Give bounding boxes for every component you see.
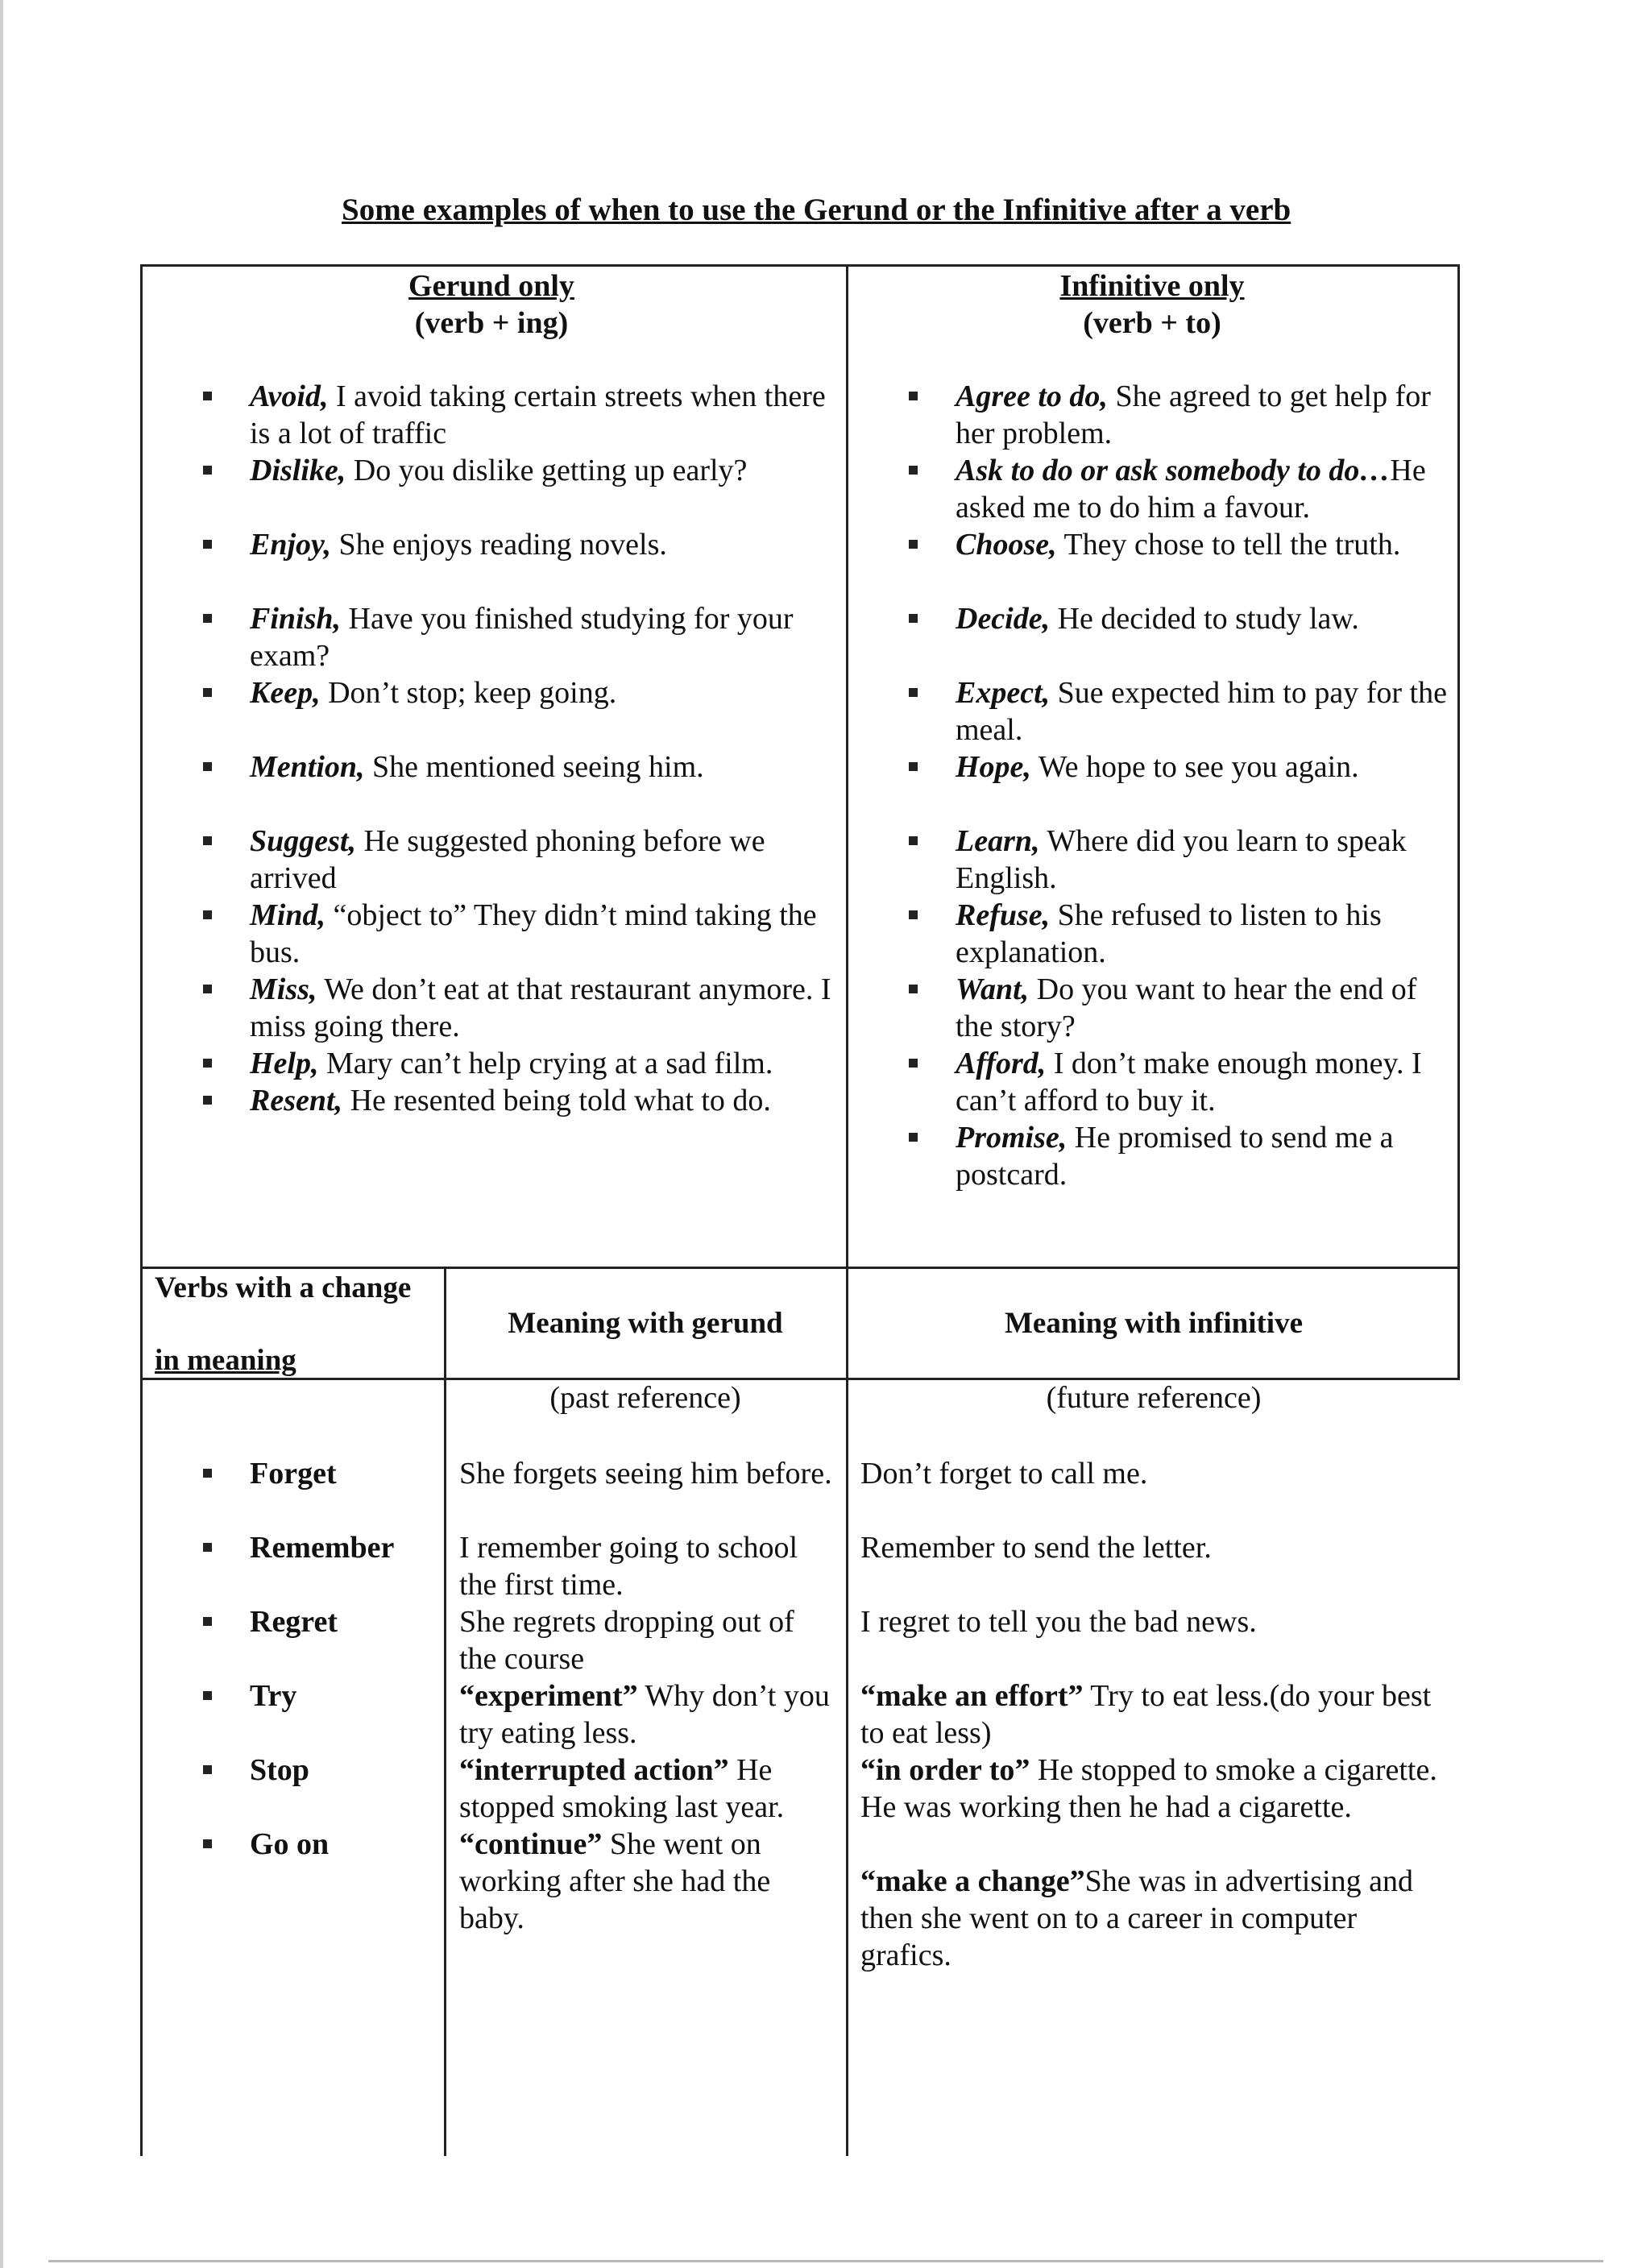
list-item: Dislike, Do you dislike getting up early? [203,452,840,489]
list-item: Ask to do or ask somebody to do…He asked me to do him a favour. [909,452,1453,526]
infinitive-list [909,378,1453,1193]
future-reference-label: (future reference) [1046,1381,1262,1415]
table-right-border [1457,264,1460,1379]
list-item: Enjoy, She enjoys reading novels. [203,526,840,563]
table-top-border [140,264,1460,267]
scan-edge-bottom [48,2260,1603,2262]
infinitive-meaning-remember: Remember to send the letter. [860,1531,1212,1565]
bullet-icon [203,1096,212,1105]
infinitive-meaning-go-on: “make a change”She was in advertising and then she went on to a career in computer grafics. [860,1864,1414,1972]
verb-item-regret: Regret [203,1603,338,1640]
scan-edge-left [0,0,3,2268]
list-item: Refuse, She refused to listen to his explanation. [909,897,1453,971]
gerund-header [338,267,645,342]
verb-item-forget: Forget [203,1455,337,1492]
infinitive-header [999,267,1305,342]
gerund-meaning-try: “experiment” Why don’t you try eating less. [459,1679,830,1750]
list-item: Decide, He decided to study law. [909,600,1453,637]
verb-item-remember: Remember [203,1529,394,1566]
bullet-icon [203,614,212,623]
gerund-list [203,378,840,1119]
bullet-icon [909,540,918,549]
bullet-icon [203,1839,212,1848]
bullet-icon [909,910,918,919]
list-item: Expect, Sue expected him to pay for the meal. [909,674,1453,748]
bullet-icon [909,614,918,623]
gerund-subheading: (verb + ing) [414,306,569,340]
change-col2-header: Meaning with gerund [508,1307,783,1340]
gerund-meaning-remember: I remember going to school the first time. [459,1531,798,1602]
list-item: Hope, We hope to see you again. [909,748,1453,786]
infinitive-subheading: (verb + to) [1083,306,1221,340]
bullet-icon [909,1059,918,1068]
infinitive-meaning-forget: Don’t forget to call me. [860,1457,1148,1491]
infinitive-meaning-stop: “in order to” He stopped to smoke a cigarette. He was working then he had a cigarette. [860,1753,1437,1824]
gerund-meaning-regret: She regrets dropping out of the course [459,1605,794,1676]
change-col3-header: Meaning with infinitive [1004,1307,1304,1340]
list-item: Choose, They chose to tell the truth. [909,526,1453,563]
list-item: Learn, Where did you learn to speak English. [909,823,1453,897]
bullet-icon [909,985,918,993]
bullet-icon [909,1133,918,1142]
list-item: Mention, She mentioned seeing him. [203,748,840,786]
change-col1-line1: Verbs with a change [155,1271,412,1304]
infinitive-heading: Infinitive only [1059,269,1245,303]
bullet-icon [909,688,918,697]
bullet-icon [909,836,918,845]
bullet-icon [203,392,212,400]
verb-item-stop: Stop [203,1752,309,1789]
bullet-icon [203,466,212,475]
list-item: Help, Mary can’t help crying at a sad film. [203,1045,840,1082]
infinitive-meaning-try: “make an effort” Try to eat less.(do your best to eat less) [860,1679,1432,1750]
list-item: Finish, Have you finished studying for your exam? [203,600,840,674]
bullet-icon [203,836,212,845]
table-left-border [140,264,143,2156]
list-item: Mind, “object to” They didn’t mind taking the bus. [203,897,840,971]
list-item: Keep, Don’t stop; keep going. [203,674,840,711]
infinitive-meaning-regret: I regret to tell you the bad news. [860,1605,1257,1639]
verb-item-go-on: Go on [203,1826,329,1863]
list-item: Suggest, He suggested phoning before we arrived [203,823,840,897]
list-item: Afford, I don’t make enough money. I can’t afford to buy it. [909,1045,1453,1119]
bullet-icon [203,1543,212,1552]
bullet-icon [203,910,212,919]
table-second-divider [444,1267,446,2156]
bullet-icon [203,762,212,771]
list-item: Want, Do you want to hear the end of the story? [909,971,1453,1045]
gerund-meaning-forget: She forgets seeing him before. [459,1457,832,1491]
change-col1-line2: in meaning [155,1344,296,1377]
bullet-icon [203,1765,212,1774]
bullet-icon [203,1617,212,1626]
table-middle-divider [846,264,848,2156]
list-item: Avoid, I avoid taking certain streets when there is a lot of traffic [203,378,840,452]
gerund-heading: Gerund only [408,269,574,303]
list-item: Promise, He promised to send me a postcard. [909,1119,1453,1193]
bullet-icon [203,1059,212,1068]
bullet-icon [909,466,918,475]
list-item: Miss, We don’t eat at that restaurant anymore. I miss going there. [203,971,840,1045]
bullet-icon [203,540,212,549]
past-reference-label: (past reference) [549,1381,741,1415]
bullet-icon [909,762,918,771]
bullet-icon [203,1469,212,1478]
bullet-icon [203,688,212,697]
change-col1-header [155,1270,437,1379]
table-section-divider [140,1267,1460,1269]
list-item: Agree to do, She agreed to get help for her problem. [909,378,1453,452]
gerund-meaning-stop: “interrupted action” He stopped smoking last year. [459,1753,785,1824]
list-item: Resent, He resented being told what to do. [203,1082,840,1119]
gerund-meaning-go-on: “continue” She went on working after she had the baby. [459,1827,771,1935]
bullet-icon [909,392,918,400]
bullet-icon [203,985,212,993]
bullet-icon [203,1691,212,1700]
page-title: Some examples of when to use the Gerund or the Infinitive after a verb [342,193,1291,227]
verb-item-try: Try [203,1677,296,1714]
